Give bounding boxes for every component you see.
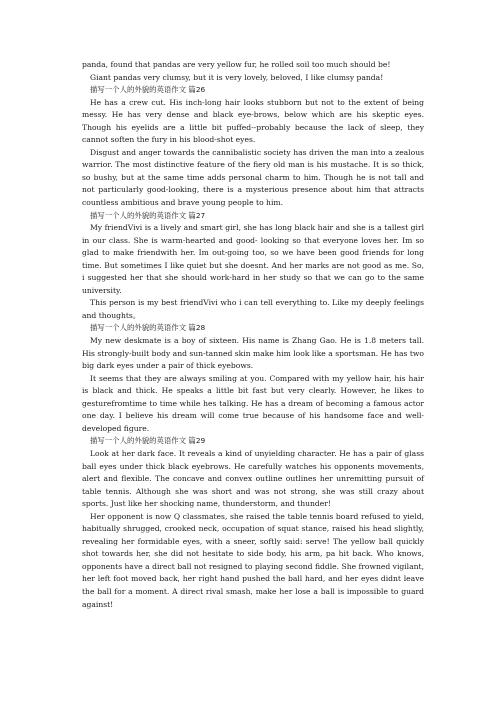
body-paragraph: He has a crew cut. His inch-long hair looks stubborn but not to the extent of being messy. He has very dense and black eye-brows, below which are his skeptic eyes. Though his eyelids are a little bit puffed--probably because the lack of sleep, they cannot soften the fury in his blood-shot eyes. bbox=[82, 97, 424, 145]
body-paragraph: panda, found that pandas are very yellow fur, he rolled soil too much should be! bbox=[82, 60, 391, 69]
body-paragraph: My friendVivi is a lively and smart girl, she has long black hair and she is a tallest girl in our class. She is warm-hearted and good- looking so that everyone loves her. Im so glad to make friendwith her. Im out-going too, so we have been good friends for long time. But sometimes I like quiet but she doesnt. And her marks are not good as me. So, i suggested her that she should work-hard in her study so that we can go to the same university. bbox=[82, 223, 424, 295]
body-paragraph: This person is my best friendVivi who i can tell everything to. Like my deeply feelings and thoughts。 bbox=[82, 298, 424, 320]
section-heading: 描写一个人的外貌的英语作文 篇29 bbox=[90, 436, 206, 446]
section-heading: 描写一个人的外貌的英语作文 篇27 bbox=[90, 210, 206, 220]
section-heading: 描写一个人的外貌的英语作文 篇26 bbox=[90, 85, 206, 95]
body-paragraph: My new deskmate is a boy of sixteen. His name is Zhang Gao. He is 1.8 meters tall. His strongly-built body and sun-tanned skin make him look like a sportsman. He has two big dark eyes under a pair of thick eyebows. bbox=[82, 336, 424, 371]
body-paragraph: It seems that they are always smiling at you. Compared with my yellow hair, his hair is black and thick. He speaks a little bit fast but very clearly. However, he likes to gesturefromtime to time while hes talking. He has a dream of becoming a famous actor one day. I believe his dream will come true because of his handsome face and well-developed figure. bbox=[82, 373, 424, 433]
body-paragraph: Giant pandas very clumsy, but it is very lovely, beloved, I like clumsy panda! bbox=[90, 72, 384, 82]
body-paragraph: Her opponent is now Q classmates, she raised the table tennis board refused to yield, habitually shrugged, crooked neck, occupation of squat stance, raised his head slightly, revealing her formidable eyes, with a sneer, softly said: serve! The yellow ball quickly shot towards her, she did not hesitate to side body, his arm, pa hit back. Who knows, opponents have a direct ball not resigned to playing second fiddle. She frowned vigilant, her left foot moved back, her right hand pushed the ball hard, and her eyes didnt leave the ball for a moment. A direct rival smash, make her lose a ball is impossible to guard against! bbox=[82, 511, 424, 609]
section-heading: 描写一个人的外貌的英语作文 篇28 bbox=[90, 323, 206, 333]
body-paragraph: Look at her dark face. It reveals a kind of unyielding character. He has a pair of glass ball eyes under thick black eyebrows. He carefully watches his opponents movements, alert and flexible. The concave and convex outline outlines her unremitting pursuit of table tennis. Although she was short and was not strong, she was still crazy about sports. Just like her shocking name, thunderstorm, and thunder! bbox=[82, 448, 424, 509]
body-paragraph: Disgust and anger towards the cannibalistic society has driven the man into a zealous warrior. The most distinctive feature of the fiery old man is his mustache. It is so thick, so bushy, but at the same time adds personal charm to him. Though he is not tall and not particularly good-looking, there is a mysterious presence about him that attracts countless ambitious and brave young people to him. bbox=[82, 147, 424, 208]
